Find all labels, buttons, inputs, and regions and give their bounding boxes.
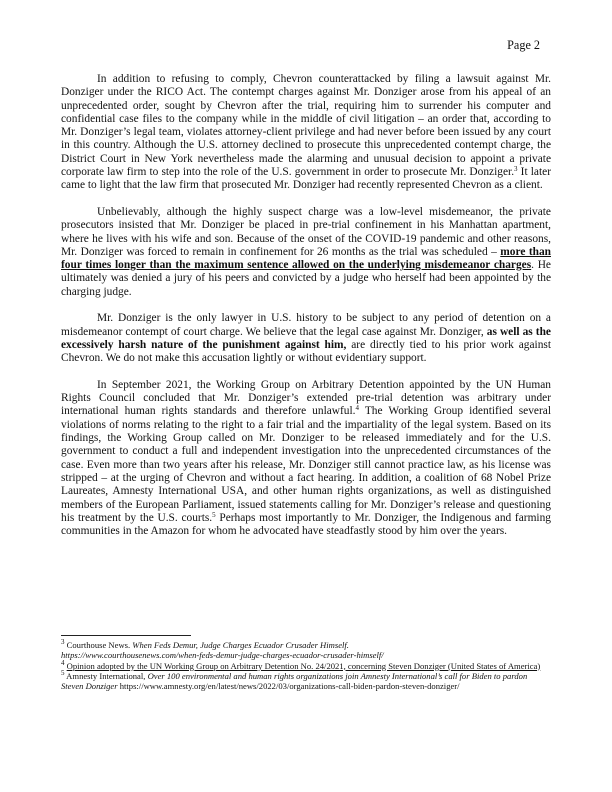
paragraph-4 [61, 379, 551, 539]
paragraph-text: are directly tied to his prior work against Chevron. We do not make this accusation lightly or without evidentiary support. [61, 338, 551, 365]
footnote-source: Courthouse News. [64, 640, 133, 650]
footnote-number: 5 [61, 668, 65, 677]
footnote-ref-4[interactable]: 4 [355, 404, 360, 413]
paragraph-text: In September 2021, the Working Group on Arbitrary Detention appointed by the UN Human Rights Council concluded that Mr. Donziger’s extended pre-trial detention was arbitrary under international human rights standards and therefore unlawful. [61, 378, 551, 418]
paragraph-text: . He ultimately was denied a jury of his peers and convicted by a judge who herself had been appointed by the charging judge. [61, 259, 551, 298]
footnote-title: Over 100 environmental and human rights organizations join Amnesty International’s call for Biden to pardon Steven Donziger [61, 670, 528, 692]
footnotes [61, 640, 551, 691]
footnote-number: 4 [61, 658, 65, 667]
paragraph-1 [61, 73, 551, 193]
paragraph-text: Perhaps most importantly to Mr. Donziger, the Indigenous and farming communities in the Amazon for whom he advocated have steadfastly stood by him over the years. [61, 511, 551, 538]
page-number: Page 2 [507, 38, 540, 52]
footnote-url[interactable]: https://www.courthousenews.com/when-feds-demur-judge-charges-ecuador-crusader-himself/ [61, 650, 384, 661]
emphasis-text: as well as the excessively harsh nature of the punishment against him, [61, 325, 551, 351]
paragraph-2 [61, 206, 551, 299]
paragraph-text: Unbelievably, although the highly suspect charge was a low-level misdemeanor, the private prosecutors insisted that Mr. Donziger be placed in pre-trial confinement in his Manhattan apartment, where he lives with his wife and son. Because of the onset of the COVID-19 pandemic and other reasons, Mr. Donziger was forced to remain in confinement for 26 months as the trial was scheduled – [61, 205, 551, 258]
footnote-5 [61, 668, 551, 692]
paragraph-text: It later came to light that the law firm that prosecuted Mr. Donziger had recently represented Chevron as a client. [61, 166, 551, 192]
footnote-number: 3 [61, 638, 65, 646]
footnote-4 [61, 658, 551, 671]
paragraph-text: The Working Group identified several violations of norms relating to the right to a fair trial and the impartiality of the legal system. Based on its findings, the Working Group called on Mr. Donziger to be released immediately and for the U.S. government to conduct a full and independent investigation into the unprecedented circumstances of the case. Even more than two years after his release, Mr. Donziger still cannot practice law, as his license was stripped – at the urging of Chevron and without a fact hearing. In addition, a coalition of 68 Nobel Prize Laureates, Amnesty International USA, and other human rights organizations, as well as distinguished members of the European Parliament, issued statements calling for Mr. Donziger’s release and questioning his treatment by the U.S. courts. [61, 405, 551, 524]
footnote-source: Amnesty International, [64, 670, 148, 681]
paragraph-text: In addition to refusing to comply, Chevron counterattacked by filing a lawsuit against Mr. Donziger under the RICO Act. The contempt charges against Mr. Donziger arose from his appeal of an unprecedented order, sought by Chevron after the trial, requiring him to surrender his computer and confidential case files to the company while in the middle of civil litigation – an order that, according to Mr. Donziger’s legal team, violates attorney-client privilege and had never before been issued by any court in this country. Although the U.S. attorney declined to prosecute this unprecedented contempt charge, the District Court in New York nevertheless made the alarming and unusual decision to appoint a private corporate law firm to step into the role of the U.S. government in order to prosecute Mr. Donziger. [61, 73, 551, 179]
footnote-3 [61, 640, 551, 661]
footnote-ref-5[interactable]: 5 [212, 510, 216, 519]
body-text [61, 73, 551, 538]
footnote-url[interactable]: https://www.amnesty.org/en/latest/news/2022/03/organizations-call-biden-pardon-steven-donziger/ [117, 681, 460, 692]
paragraph-text: Mr. Donziger is the only lawyer in U.S. history to be subject to any period of detention on a misdemeanor contempt of court charge. We believe that the legal case against Mr. Donziger, [61, 312, 551, 338]
footnote-divider [61, 635, 191, 636]
footnote-link[interactable]: Opinion adopted by the UN Working Group on Arbitrary Detention No. 24/2021, concerning Steven Donziger (United States of America) [66, 660, 541, 671]
footnote-ref-3[interactable]: 3 [514, 165, 518, 174]
footnote-title: When Feds Demur, Judge Charges Ecuador Crusader Himself. [132, 640, 349, 650]
emphasis-text: more than four times longer than the maximum sentence allowed on the underlying misdemeanor charges [61, 245, 551, 272]
paragraph-3 [61, 312, 551, 365]
